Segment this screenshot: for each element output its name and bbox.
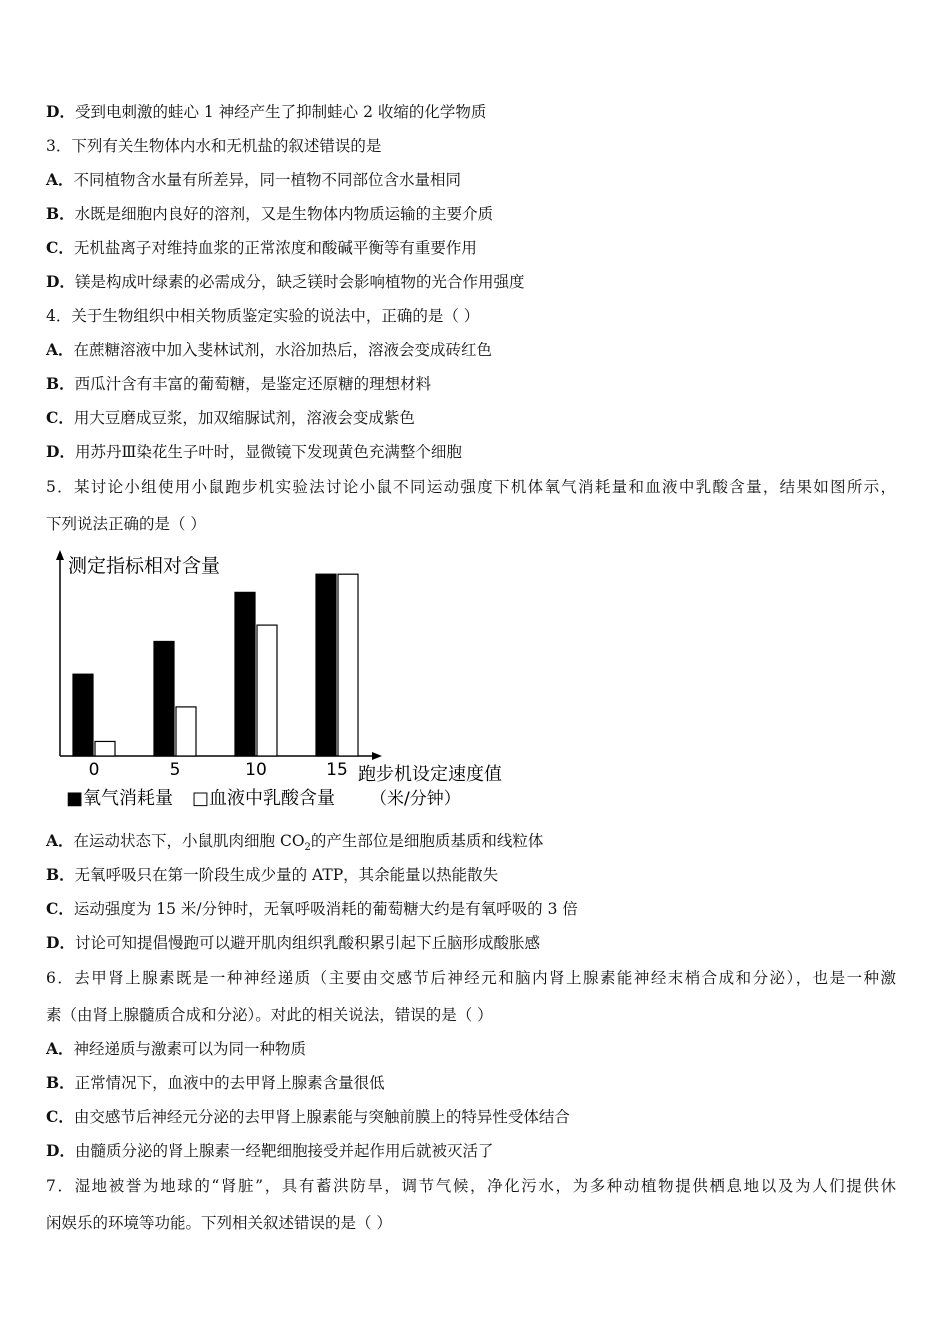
option-line xyxy=(46,340,492,360)
x-axis-arrow xyxy=(372,752,382,760)
option-text: 神经递质与激素可以为同一种物质 xyxy=(73,1040,307,1058)
subscript: 2 xyxy=(304,842,311,854)
question-6-stem-line1: 6．去甲肾上腺素既是一种神经递质（主要由交感节后神经元和脑内肾上腺素能神经末梢合成和分泌），也是一种激 xyxy=(46,969,896,987)
bar-oxygen-5 xyxy=(154,641,174,756)
option-text: 讨论可知提倡慢跑可以避开肌肉组织乳酸积累引起下丘脑形成酸胀感 xyxy=(74,934,540,952)
question-5-stem-line2: 下列说法正确的是（ ） xyxy=(46,515,206,533)
option-letter: A． xyxy=(46,170,74,189)
question-6-stem-line2: 素（由肾上腺髓质合成和分泌）。对此的相关说法，错误的是（ ） xyxy=(46,1006,493,1024)
bar-lactate-5 xyxy=(176,707,196,756)
option-letter: B． xyxy=(46,204,75,223)
bar-chart xyxy=(46,548,546,818)
option-letter: C． xyxy=(46,408,74,427)
option-text: 在运动状态下，小鼠肌肉细胞 CO xyxy=(73,832,305,850)
option-letter: A． xyxy=(46,831,74,850)
option-letter: C． xyxy=(46,238,74,257)
bar-lactate-0 xyxy=(95,741,115,756)
legend-lactate: □血液中乳酸含量 xyxy=(192,788,336,809)
option-text: 水既是细胞内良好的溶剂，又是生物体内物质运输的主要介质 xyxy=(74,205,494,223)
question-7-stem-line2: 闲娱乐的环境等功能。下列相关叙述错误的是（ ） xyxy=(46,1214,392,1232)
option-letter: D． xyxy=(46,272,75,291)
question-4-stem xyxy=(46,306,479,326)
option-letter: A． xyxy=(46,340,74,359)
bar-oxygen-10 xyxy=(235,592,255,756)
bar-lactate-10 xyxy=(257,625,277,756)
question-7-stem-line1: 7．湿地被誉为地球的“肾脏”，具有蓄洪防旱，调节气候，净化污水，为多种动植物提供栖息地以及为人们提供休 xyxy=(46,1177,896,1195)
question-text: 3．下列有关生物体内水和无机盐的叙述错误的是 xyxy=(46,137,382,155)
option-text: 正常情况下，血液中的去甲肾上腺素含量很低 xyxy=(74,1074,385,1092)
option-line xyxy=(46,1073,385,1093)
option-text: 受到电刺激的蛙心 1 神经产生了抑制蛙心 2 收缩的化学物质 xyxy=(74,103,487,121)
x-tick-label: 10 xyxy=(245,760,267,780)
option-line xyxy=(46,831,543,858)
option-line xyxy=(46,865,498,885)
option-letter: B． xyxy=(46,1073,75,1092)
bar-lactate-15 xyxy=(338,574,358,756)
option-line xyxy=(46,1107,570,1127)
y-axis-label: 测定指标相对含量 xyxy=(68,555,221,577)
option-letter: D． xyxy=(46,442,75,461)
x-axis-unit: （米/分钟） xyxy=(370,789,461,809)
option-text: 用苏丹Ⅲ染花生子叶时，显微镜下发现黄色充满整个细胞 xyxy=(74,443,462,461)
option-text: 在蔗糖溶液中加入斐林试剂，水浴加热后，溶液会变成砖红色 xyxy=(73,341,493,359)
option-letter: D． xyxy=(46,933,75,952)
question-3-stem xyxy=(46,136,381,156)
option-letter: D． xyxy=(46,102,75,121)
option-text: 由髓质分泌的肾上腺素一经靶细胞接受并起作用后就被灭活了 xyxy=(74,1142,494,1160)
option-letter: A． xyxy=(46,1039,74,1058)
option-line xyxy=(46,238,477,258)
x-axis-label: 跑步机设定速度值 xyxy=(358,764,502,785)
option-letter: C． xyxy=(46,1107,74,1126)
y-axis-arrow xyxy=(56,550,64,560)
bar-oxygen-15 xyxy=(316,574,336,756)
option-text: 不同植物含水量有所差异，同一植物不同部位含水量相同 xyxy=(73,171,462,189)
question-text: 4．关于生物组织中相关物质鉴定实验的说法中，正确的是（ ） xyxy=(46,307,480,325)
option-line xyxy=(46,102,486,122)
option-line xyxy=(46,1039,306,1059)
option-line xyxy=(46,933,540,953)
legend-oxygen: ■氧气消耗量 xyxy=(66,788,174,809)
x-tick-label: 0 xyxy=(88,760,100,780)
option-text: 运动强度为 15 米/分钟时，无氧呼吸消耗的葡萄糖大约是有氧呼吸的 3 倍 xyxy=(73,900,578,918)
option-text: 无氧呼吸只在第一阶段生成少量的 ATP，其余能量以热能散失 xyxy=(74,866,499,884)
option-line xyxy=(46,899,578,919)
option-letter: D． xyxy=(46,1141,75,1160)
option-text: 无机盐离子对维持血浆的正常浓度和酸碱平衡等有重要作用 xyxy=(73,239,477,257)
option-line xyxy=(46,170,461,190)
option-text: 西瓜汁含有丰富的葡萄糖，是鉴定还原糖的理想材料 xyxy=(74,375,432,393)
option-line xyxy=(46,374,431,394)
option-text: 用大豆磨成豆浆，加双缩脲试剂，溶液会变成紫色 xyxy=(73,409,415,427)
option-line xyxy=(46,442,462,462)
option-line xyxy=(46,204,493,224)
option-line xyxy=(46,408,415,428)
option-letter: B． xyxy=(46,865,75,884)
option-text: 镁是构成叶绿素的必需成分，缺乏镁时会影响植物的光合作用强度 xyxy=(74,273,525,291)
question-5-stem-line1: 5．某讨论小组使用小鼠跑步机实验法讨论小鼠不同运动强度下机体氧气消耗量和血液中乳酸含量，结果如图所示， xyxy=(46,478,896,496)
option-text-cont: 的产生部位是细胞质基质和线粒体 xyxy=(310,832,544,850)
x-tick-label: 15 xyxy=(326,760,348,780)
bar-oxygen-0 xyxy=(73,674,93,756)
option-text: 由交感节后神经元分泌的去甲肾上腺素能与突触前膜上的特异性受体结合 xyxy=(73,1108,570,1126)
option-letter: B． xyxy=(46,374,75,393)
x-tick-label: 5 xyxy=(169,760,181,780)
option-line xyxy=(46,1141,493,1161)
option-line xyxy=(46,272,524,292)
option-letter: C． xyxy=(46,899,74,918)
